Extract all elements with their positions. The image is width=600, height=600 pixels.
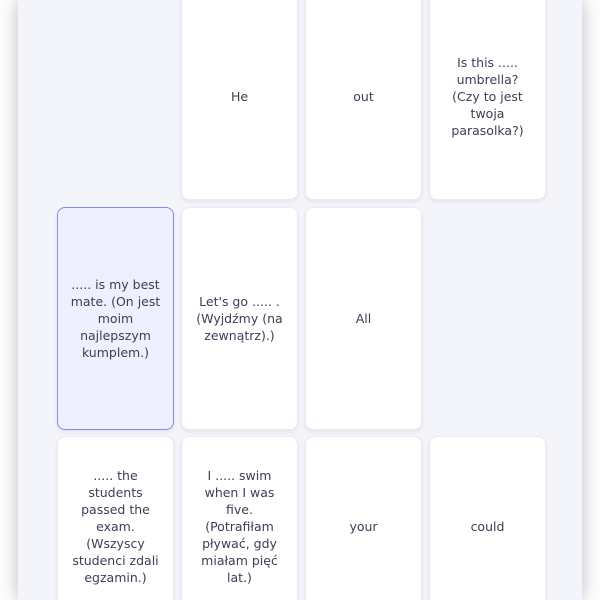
sentence-card[interactable] — [57, 436, 174, 600]
sentence-card[interactable] — [429, 0, 546, 200]
match-game-board — [18, 0, 582, 600]
card-text: Let's go ..... . (Wyjdźmy (na zewnątrz).) — [196, 294, 283, 343]
word-card[interactable] — [305, 0, 422, 200]
card-text: Is this ..... umbrella? (Czy to jest twoja parasolka?) — [451, 54, 524, 138]
card-text: He — [230, 88, 249, 104]
card-text: your — [349, 518, 378, 534]
word-card[interactable] — [305, 207, 422, 430]
card-text: could — [470, 518, 505, 534]
sentence-card[interactable] — [181, 207, 298, 430]
card-text: ..... is my best mate. (On jest moim najlepszym kumplem.) — [70, 277, 161, 360]
word-card[interactable] — [181, 0, 298, 200]
card-text: All — [355, 311, 372, 326]
card-text: out — [353, 88, 374, 104]
word-card[interactable] — [305, 436, 422, 600]
card-text: ..... the students passed the exam. (Wszyscy studenci zdali egzamin.) — [72, 467, 159, 585]
sentence-card-selected[interactable] — [57, 207, 174, 430]
sentence-card[interactable] — [181, 436, 298, 600]
word-card[interactable] — [429, 436, 546, 600]
card-text: I ..... swim when I was five. (Potrafiłam pływać, gdy miałam pięć lat.) — [201, 467, 278, 585]
